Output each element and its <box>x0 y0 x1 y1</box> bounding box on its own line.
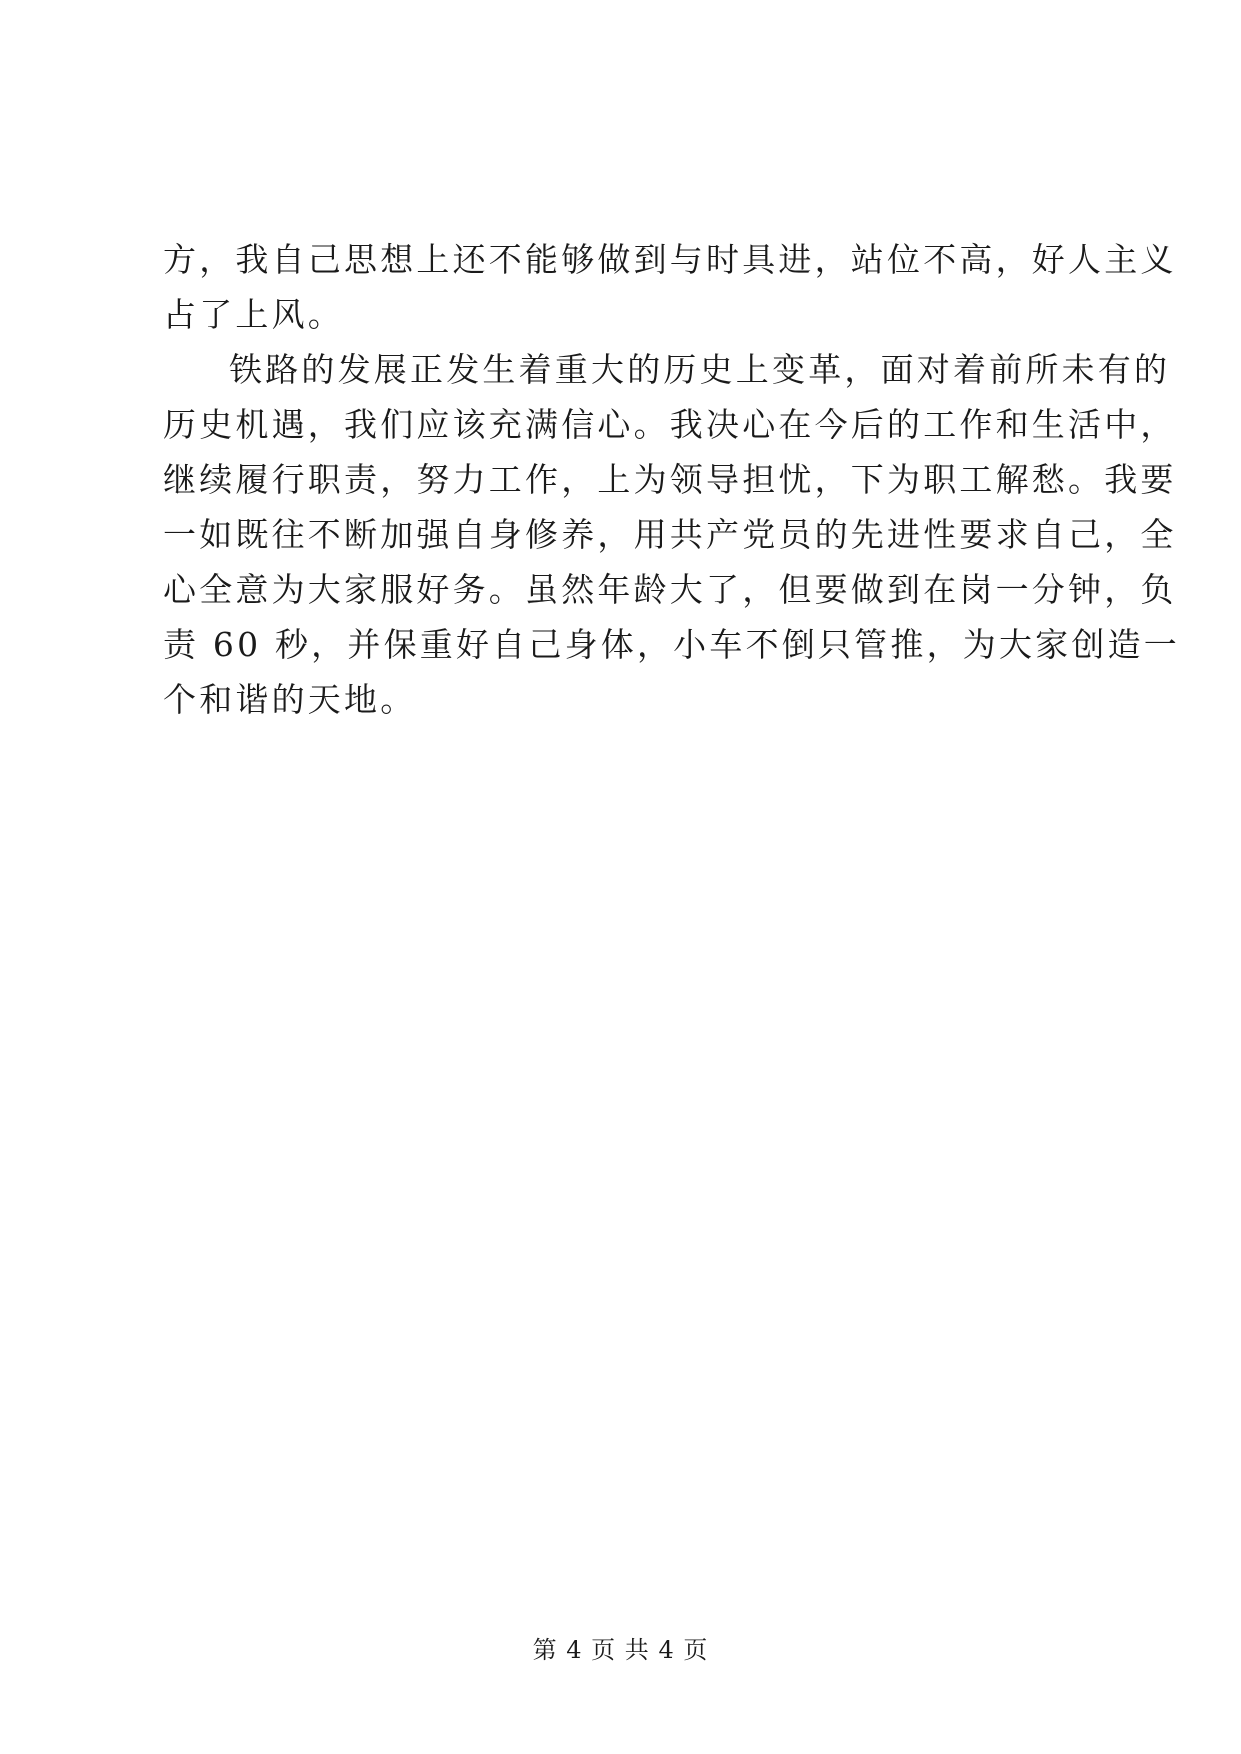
text-line: 心全意为大家服好务。虽然年龄大了，但要做到在岗一分钟，负 <box>163 570 1177 609</box>
text-line: 占了上风。 <box>163 295 344 334</box>
text-line: 继续履行职责，努力工作，上为领导担忧，下为职工解愁。我要 <box>163 460 1177 499</box>
page-number-footer: 第 4 页 共 4 页 <box>532 1636 709 1664</box>
text-line: 历史机遇，我们应该充满信心。我决心在今后的工作和生活中， <box>163 405 1177 444</box>
text-line: 个和谐的天地。 <box>163 680 417 719</box>
text-line: 方，我自己思想上还不能够做到与时具进，站位不高，好人主义 <box>163 240 1177 279</box>
text-line: 责 60 秒，并保重好自己身体，小车不倒只管推，为大家创造一 <box>163 625 1180 664</box>
text-line: 一如既往不断加强自身修养，用共产党员的先进性要求自己，全 <box>163 515 1177 554</box>
paragraph-start-line: 铁路的发展正发生着重大的历史上变革，面对着前所未有的 <box>229 350 1171 389</box>
body-text <box>163 232 1180 727</box>
